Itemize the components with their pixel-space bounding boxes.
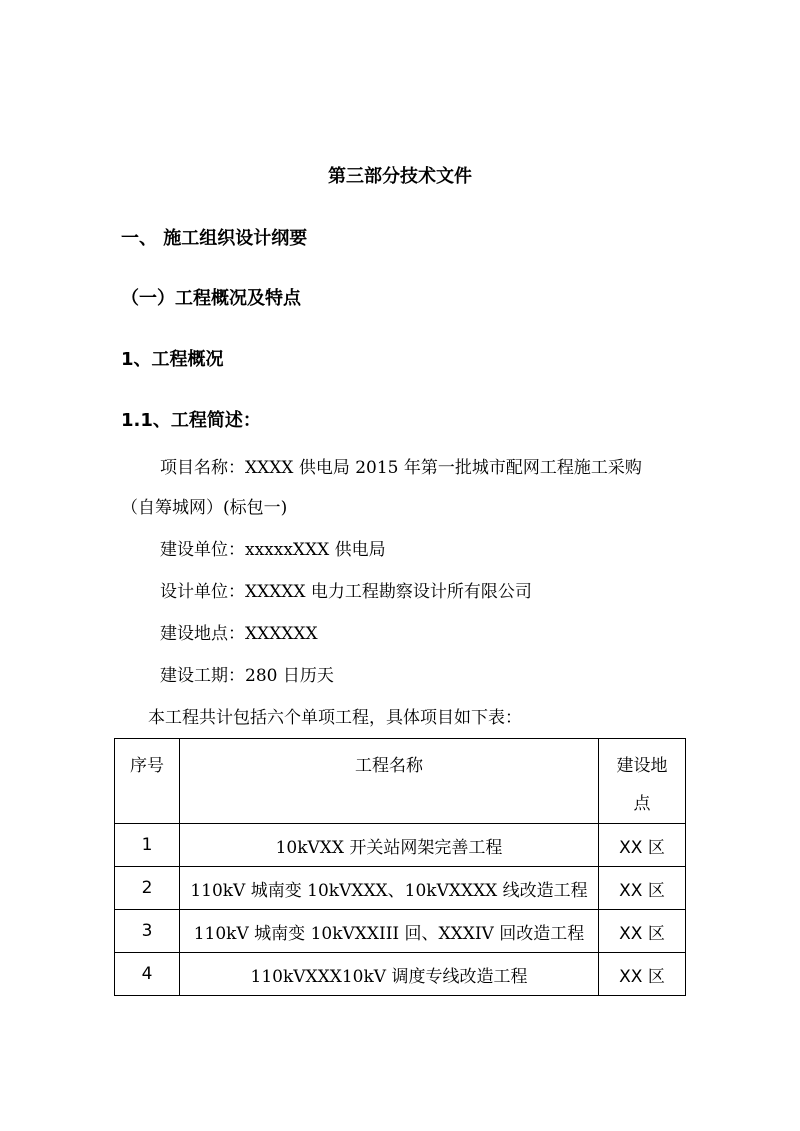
design-unit: 设计单位：XXXXX 电力工程勘察设计所有限公司 [160,582,532,602]
row-name: 110kV 城南变 10kVXXIII 回、XXXIV 回改造工程 [180,910,599,953]
build-unit: 建设单位：xxxxxXXX 供电局 [160,540,386,560]
header-area [599,739,686,824]
table-header-row [115,739,686,824]
table-row [115,953,686,996]
row-num: 1 [115,824,180,867]
row-num: 2 [115,867,180,910]
row-area: XX 区 [599,867,686,910]
row-area: XX 区 [599,910,686,953]
table-row [115,910,686,953]
table-row [115,867,686,910]
document-title: 第三部分技术文件 [328,166,472,187]
build-site: 建设地点：XXXXXX [160,624,318,644]
row-area: XX 区 [599,824,686,867]
project-name-line2: （自筹城网）(标包一) [121,498,288,518]
build-period: 建设工期：280 日历天 [160,666,334,686]
row-name: 110kV 城南变 10kVXXX、10kVXXXX 线改造工程 [180,867,599,910]
section-heading-2: （一）工程概况及特点 [121,288,301,309]
section-heading-4: 1.1、工程简述： [121,410,261,431]
table-intro: 本工程共计包括六个单项工程，具体项目如下表： [148,708,522,728]
header-area-line2: 点 [633,794,651,814]
row-area: XX 区 [599,953,686,996]
row-num: 4 [115,953,180,996]
header-area-line1: 建设地 [616,756,668,776]
project-table [114,738,686,996]
project-name-line1: 项目名称：XXXX 供电局 2015 年第一批城市配网工程施工采购 [160,458,642,478]
section-heading-3: 1、工程概况 [121,349,224,370]
table-row [115,824,686,867]
row-name: 110kVXXX10kV 调度专线改造工程 [180,953,599,996]
row-name: 10kVXX 开关站网架完善工程 [180,824,599,867]
row-num: 3 [115,910,180,953]
section-heading-1: 一、 施工组织设计纲要 [121,228,308,249]
header-num: 序号 [115,739,180,824]
header-name: 工程名称 [180,739,599,824]
